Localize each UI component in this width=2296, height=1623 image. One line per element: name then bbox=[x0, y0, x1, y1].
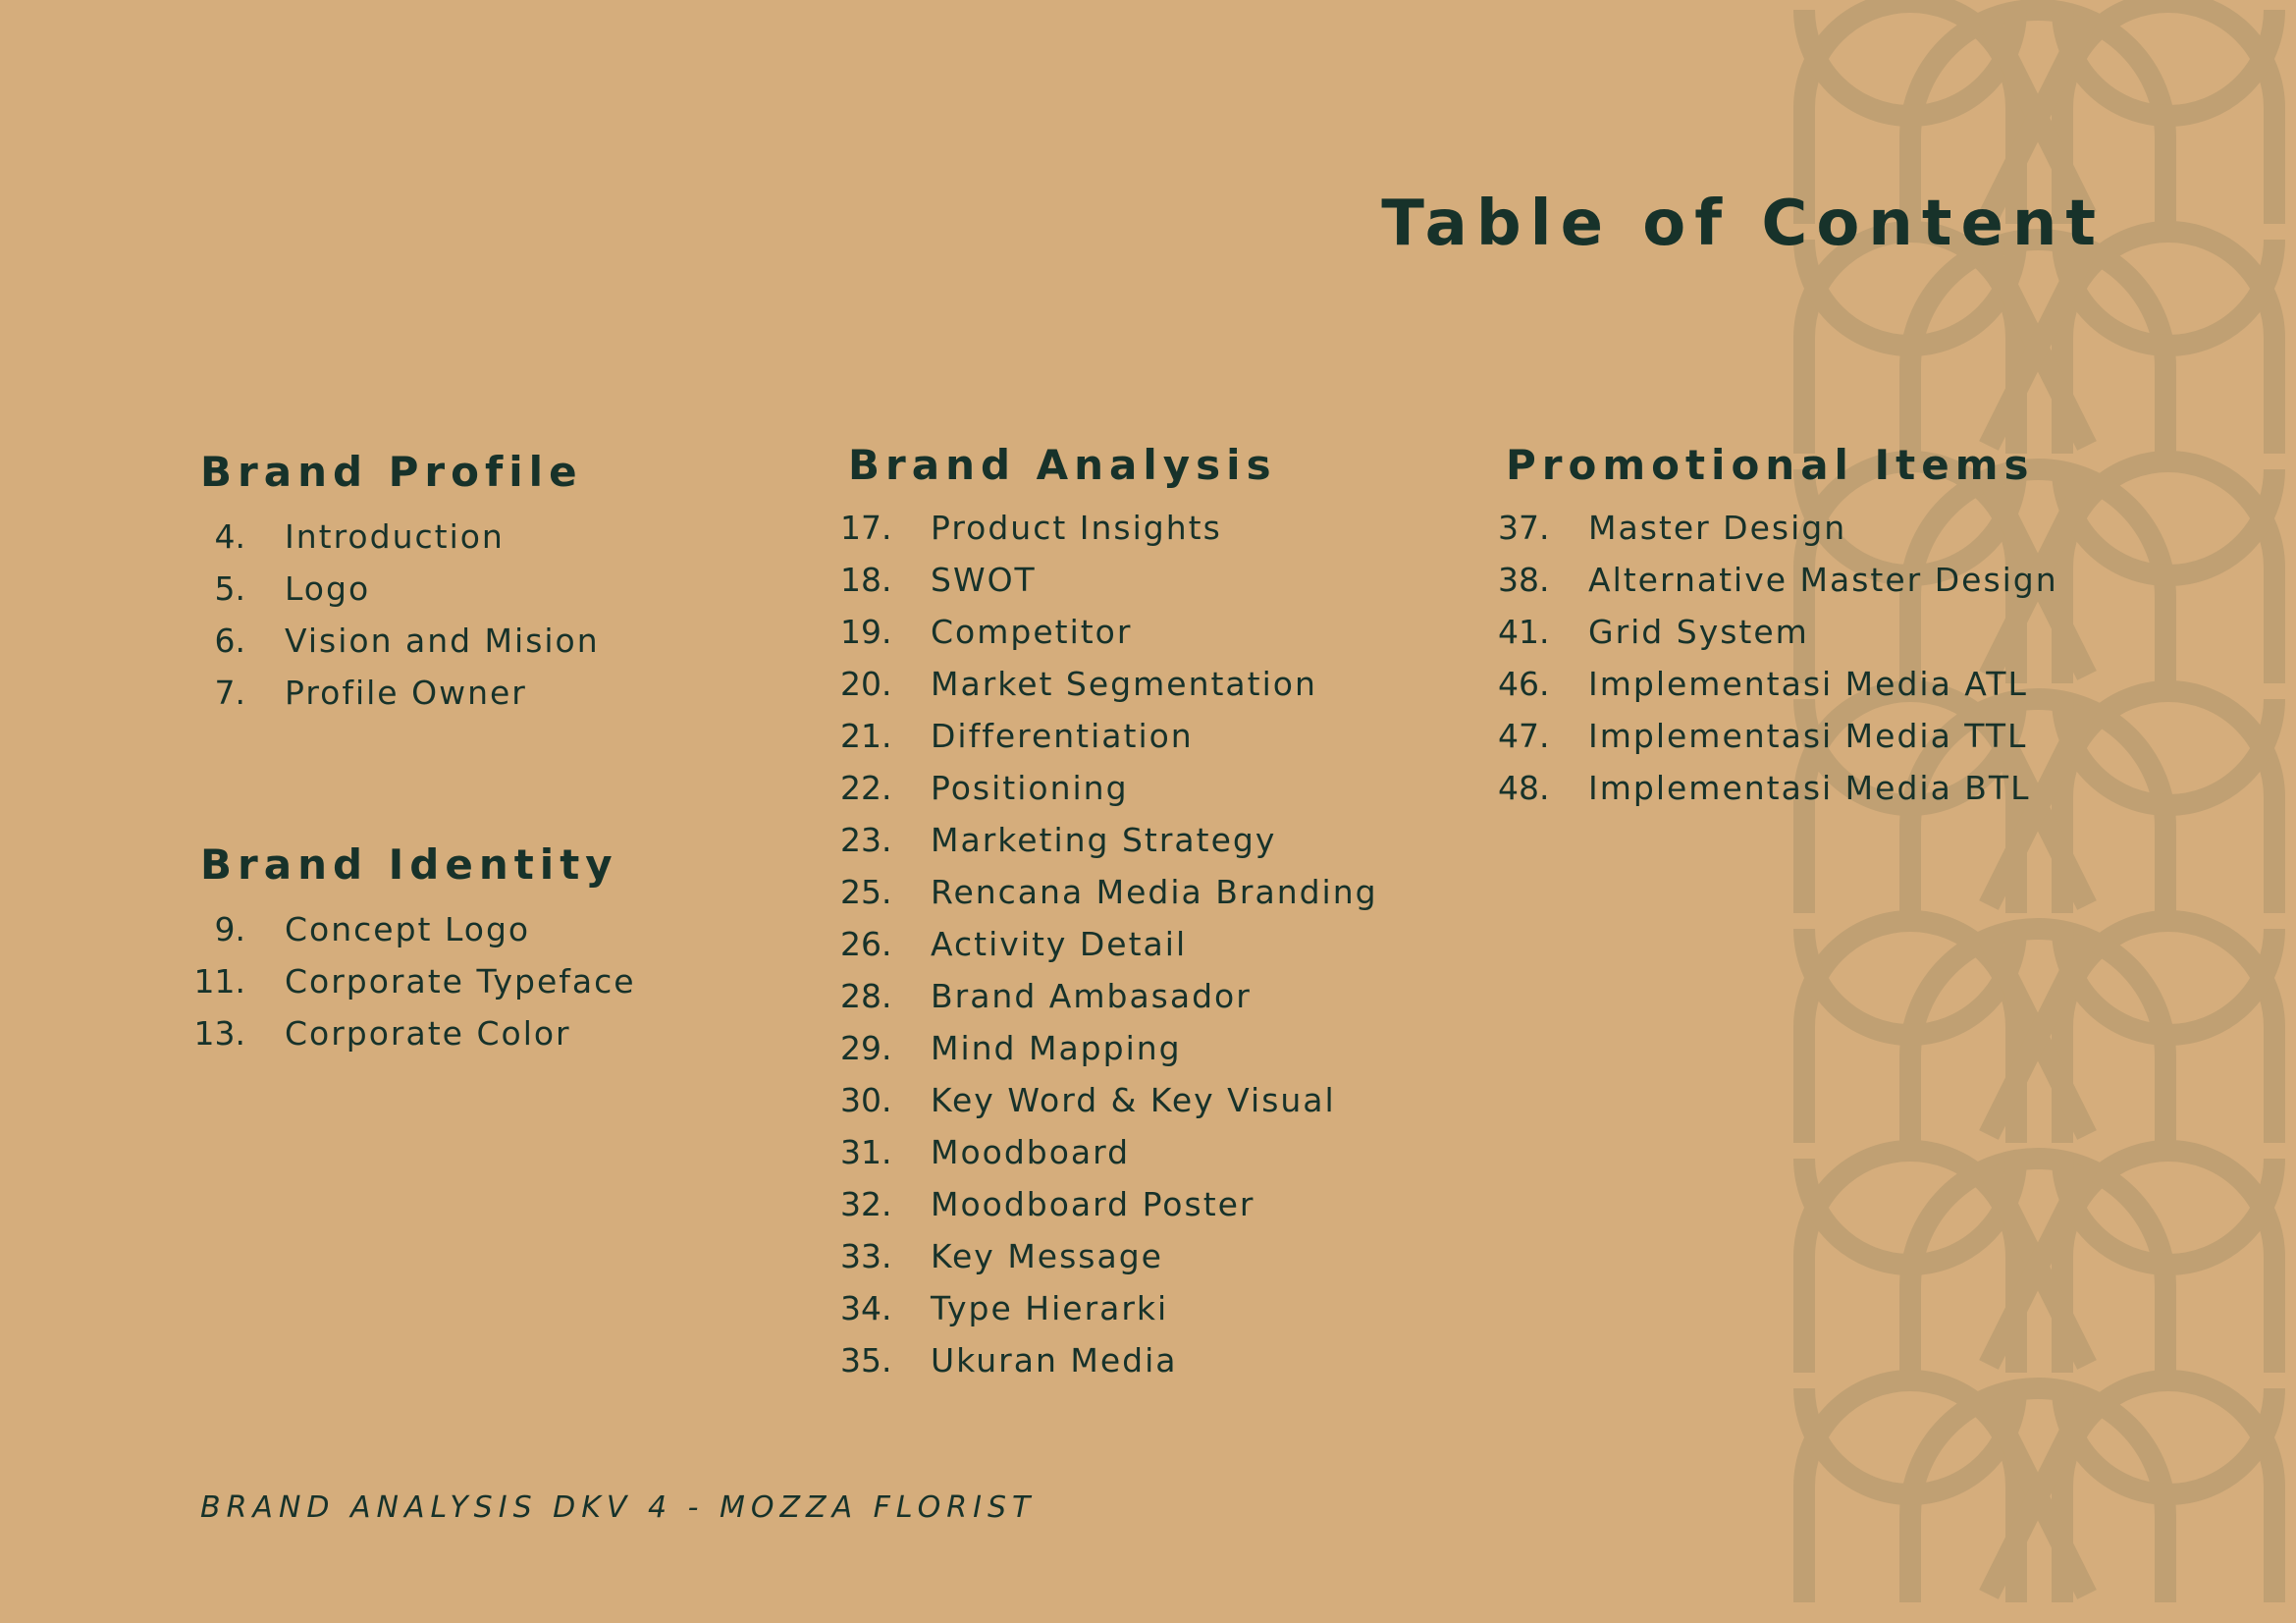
toc-entry-label: Mind Mapping bbox=[931, 1029, 1182, 1067]
toc-list bbox=[840, 502, 1378, 1386]
toc-entry-label: Ukuran Media bbox=[931, 1341, 1178, 1380]
section-heading: Brand Identity bbox=[200, 840, 618, 889]
toc-entry bbox=[1498, 762, 2035, 814]
toc-page-number: 20. bbox=[840, 665, 892, 703]
toc-entry-label: Logo bbox=[285, 569, 371, 608]
toc-entry bbox=[1498, 606, 2035, 658]
toc-entry bbox=[840, 1230, 1277, 1282]
toc-entry-label: Grid System bbox=[1588, 613, 1809, 651]
toc-page-number: 46. bbox=[1498, 665, 1550, 703]
toc-entry bbox=[840, 970, 1277, 1022]
toc-page-number: 11. bbox=[193, 962, 245, 1001]
toc-entry bbox=[840, 658, 1317, 710]
toc-entry-label: Corporate Color bbox=[285, 1014, 571, 1053]
toc-page-number: 9. bbox=[214, 910, 245, 948]
toc-entry-label: Positioning bbox=[931, 769, 1129, 807]
toc-entry bbox=[840, 606, 1277, 658]
toc-entry-label: Corporate Typeface bbox=[285, 962, 636, 1001]
toc-page-number: 22. bbox=[840, 769, 892, 807]
toc-page-number: 47. bbox=[1498, 717, 1550, 755]
toc-list bbox=[1498, 502, 2058, 814]
toc-entry bbox=[840, 554, 1277, 606]
toc-entry-label: Alternative Master Design bbox=[1588, 561, 2058, 599]
toc-entry bbox=[190, 563, 583, 615]
toc-entry bbox=[190, 511, 583, 563]
toc-entry bbox=[1498, 554, 2058, 606]
toc-page-number: 26. bbox=[840, 925, 892, 963]
toc-list bbox=[190, 511, 600, 719]
toc-entry bbox=[840, 814, 1277, 866]
toc-page-number: 18. bbox=[840, 561, 892, 599]
section-heading: Brand Analysis bbox=[848, 441, 1277, 489]
toc-page-number: 34. bbox=[840, 1289, 892, 1327]
toc-entry bbox=[840, 762, 1277, 814]
toc-entry bbox=[190, 615, 600, 667]
toc-entry-label: Profile Owner bbox=[285, 674, 527, 712]
toc-entry-label: Master Design bbox=[1588, 509, 1847, 547]
page-title: Table of Content bbox=[1381, 188, 2105, 260]
toc-entry bbox=[190, 903, 618, 955]
toc-page-number: 17. bbox=[840, 509, 892, 547]
toc-page-number: 5. bbox=[214, 569, 245, 608]
toc-entry bbox=[840, 502, 1277, 554]
toc-page-number: 7. bbox=[214, 674, 245, 712]
toc-page-number: 37. bbox=[1498, 509, 1550, 547]
toc-page-number: 38. bbox=[1498, 561, 1550, 599]
toc-entry-label: Rencana Media Branding bbox=[931, 873, 1378, 911]
toc-entry bbox=[840, 866, 1378, 918]
section-promotional-items bbox=[1498, 441, 2058, 814]
toc-page-number: 23. bbox=[840, 821, 892, 859]
toc-page-number: 31. bbox=[840, 1133, 892, 1171]
toc-entry bbox=[840, 1074, 1336, 1126]
toc-entry-label: Vision and Mision bbox=[285, 622, 600, 660]
toc-entry bbox=[190, 667, 583, 719]
toc-page-number: 41. bbox=[1498, 613, 1550, 651]
toc-entry-label: Product Insights bbox=[931, 509, 1222, 547]
toc-entry bbox=[190, 955, 636, 1007]
toc-entry bbox=[840, 918, 1277, 970]
toc-page-number: 48. bbox=[1498, 769, 1550, 807]
toc-list bbox=[190, 903, 636, 1059]
toc-entry bbox=[840, 1022, 1277, 1074]
toc-entry-label: Type Hierarki bbox=[931, 1289, 1169, 1327]
toc-entry-label: Competitor bbox=[931, 613, 1133, 651]
section-brand-profile bbox=[200, 448, 600, 719]
toc-entry-label: Key Word & Key Visual bbox=[931, 1081, 1336, 1119]
section-heading: Promotional Items bbox=[1506, 441, 2035, 489]
toc-entry bbox=[1498, 502, 2035, 554]
toc-entry-label: Key Message bbox=[931, 1237, 1163, 1275]
toc-page-number: 32. bbox=[840, 1185, 892, 1223]
toc-entry-label: SWOT bbox=[931, 561, 1037, 599]
toc-entry-label: Implementasi Media ATL bbox=[1588, 665, 2028, 703]
toc-page-number: 13. bbox=[193, 1014, 245, 1053]
toc-entry-label: Marketing Strategy bbox=[931, 821, 1277, 859]
toc-entry bbox=[840, 1178, 1277, 1230]
toc-entry-label: Activity Detail bbox=[931, 925, 1188, 963]
toc-page-number: 25. bbox=[840, 873, 892, 911]
toc-page-number: 28. bbox=[840, 977, 892, 1015]
footer-caption: BRAND ANALYSIS DKV 4 - MOZZA FLORIST bbox=[200, 1490, 1037, 1525]
toc-entry-label: Moodboard Poster bbox=[931, 1185, 1255, 1223]
toc-page-number: 19. bbox=[840, 613, 892, 651]
section-brand-identity bbox=[193, 840, 636, 1059]
toc-entry bbox=[840, 1282, 1277, 1334]
toc-entry bbox=[1498, 658, 2035, 710]
toc-entry-label: Concept Logo bbox=[285, 910, 531, 948]
toc-entry bbox=[840, 710, 1277, 762]
toc-page-number: 30. bbox=[840, 1081, 892, 1119]
toc-entry bbox=[1498, 710, 2035, 762]
toc-entry bbox=[840, 1126, 1277, 1178]
toc-entry-label: Market Segmentation bbox=[931, 665, 1317, 703]
toc-entry-label: Implementasi Media TTL bbox=[1588, 717, 2028, 755]
toc-page-number: 6. bbox=[214, 622, 245, 660]
toc-entry-label: Moodboard bbox=[931, 1133, 1131, 1171]
toc-entry-label: Brand Ambasador bbox=[931, 977, 1252, 1015]
toc-entry-label: Differentiation bbox=[931, 717, 1194, 755]
toc-entry bbox=[190, 1007, 618, 1059]
section-heading: Brand Profile bbox=[200, 448, 583, 496]
toc-page-number: 33. bbox=[840, 1237, 892, 1275]
section-brand-analysis bbox=[840, 441, 1378, 1386]
toc-entry bbox=[840, 1334, 1277, 1386]
toc-entry-label: Implementasi Media BTL bbox=[1588, 769, 2031, 807]
toc-page-number: 21. bbox=[840, 717, 892, 755]
toc-page-number: 4. bbox=[214, 517, 245, 556]
toc-entry-label: Introduction bbox=[285, 517, 505, 556]
toc-page-number: 35. bbox=[840, 1341, 892, 1380]
toc-page-number: 29. bbox=[840, 1029, 892, 1067]
